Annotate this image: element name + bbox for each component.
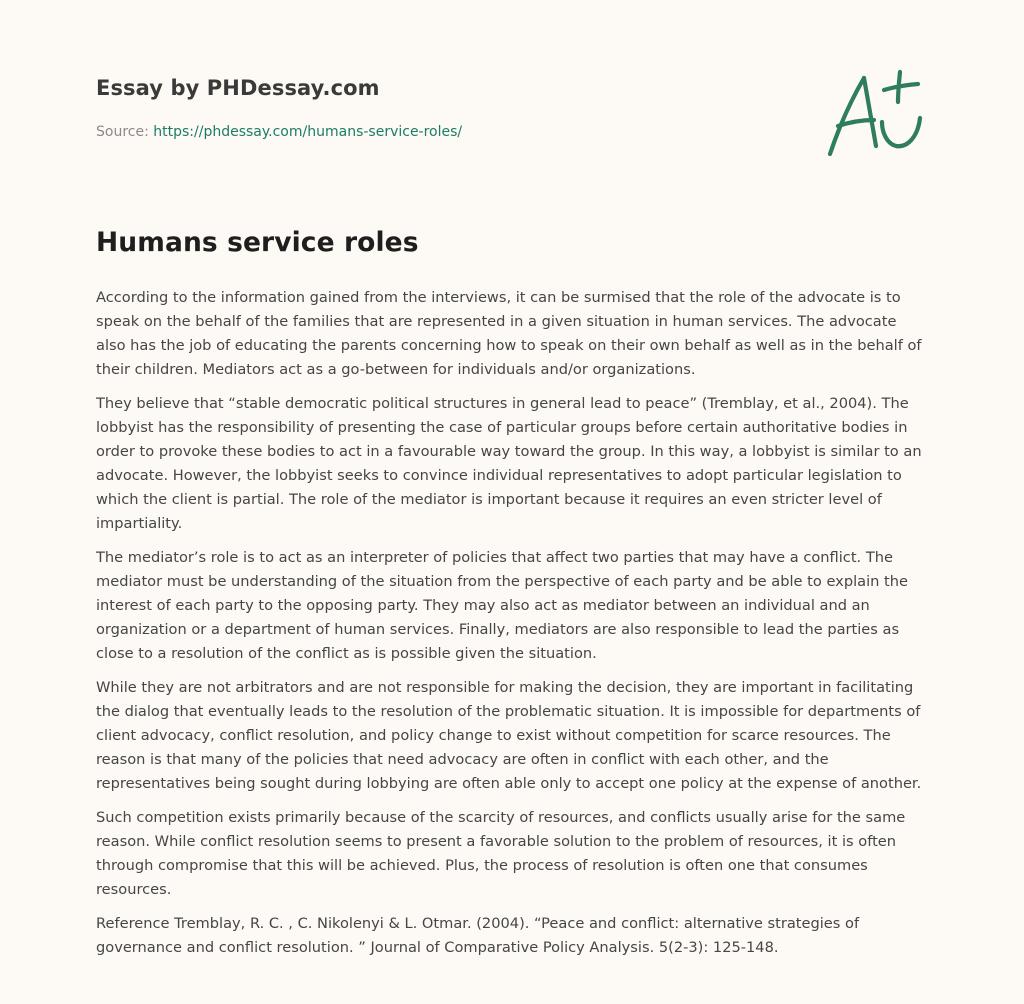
page-header xyxy=(96,76,928,166)
reference-paragraph: Reference Tremblay, R. C. , C. Nikolenyi & L. Otmar. (2004). “Peace and conflict: alternative strategies of governance and conflict resolution. ” Journal of Comparative Policy Analysis. 5(2-3): 125-148. xyxy=(96,915,860,956)
source-link[interactable]: https://phdessay.com/humans-service-roles/ xyxy=(153,124,463,140)
paragraph: The mediator’s role is to act as an interpreter of policies that affect two parties that may have a conflict. The mediator must be understanding of the situation from the perspective of each party and be able to explain the interest of each party to the opposing party. They may also act as mediator between an individual and an organization or a department of human services. Finally, mediators are also responsible to lead the parties as close to a resolution of the conflict as is possible given the situation. xyxy=(96,549,908,662)
paragraph: Such competition exists primarily because of the scarcity of resources, and conflicts usually arise for the same reason. While conflict resolution seems to present a favorable solution to the problem of resources, it is often through compromise that this will be achieved. Plus, the process of resolution is often one that consumes resources. xyxy=(96,809,906,898)
source-line xyxy=(96,124,462,140)
site-brand: Essay by PHDessay.com xyxy=(96,76,380,100)
paragraph: They believe that “stable democratic political structures in general lead to peace” (Tremblay, et al., 2004). The lobbyist has the responsibility of presenting the case of particular groups before certain authoritative bodies in order to provoke these bodies to act in a favourable way toward the group. In this way, a lobbyist is similar to an advocate. However, the lobbyist seeks to convince individual representatives to adopt particular legislation to which the client is partial. The role of the mediator is important because it requires an even stricter level of impartiality. xyxy=(96,395,922,532)
a-plus-grade-logo-icon xyxy=(824,68,928,164)
paragraph: According to the information gained from the interviews, it can be surmised that the role of the advocate is to speak on the behalf of the families that are represented in a given situation in human services. The advocate also has the job of educating the parents concerning how to speak on their own behalf as well as in the behalf of their children. Mediators act as a go-between for individuals and/or organizations. xyxy=(96,289,922,378)
essay-body xyxy=(96,286,930,970)
source-label: Source: xyxy=(96,124,149,140)
paragraph: While they are not arbitrators and are not responsible for making the decision, they are important in facilitating the dialog that eventually leads to the resolution of the problematic situation. It is impossible for departments of client advocacy, conflict resolution, and policy change to exist without competition for scarce resources. The reason is that many of the policies that need advocacy are often in conflict with each other, and the representatives being sought during lobbying are often able only to accept one policy at the expense of another. xyxy=(96,679,922,792)
essay-title: Humans service roles xyxy=(96,227,419,258)
essay-page xyxy=(96,0,928,1004)
